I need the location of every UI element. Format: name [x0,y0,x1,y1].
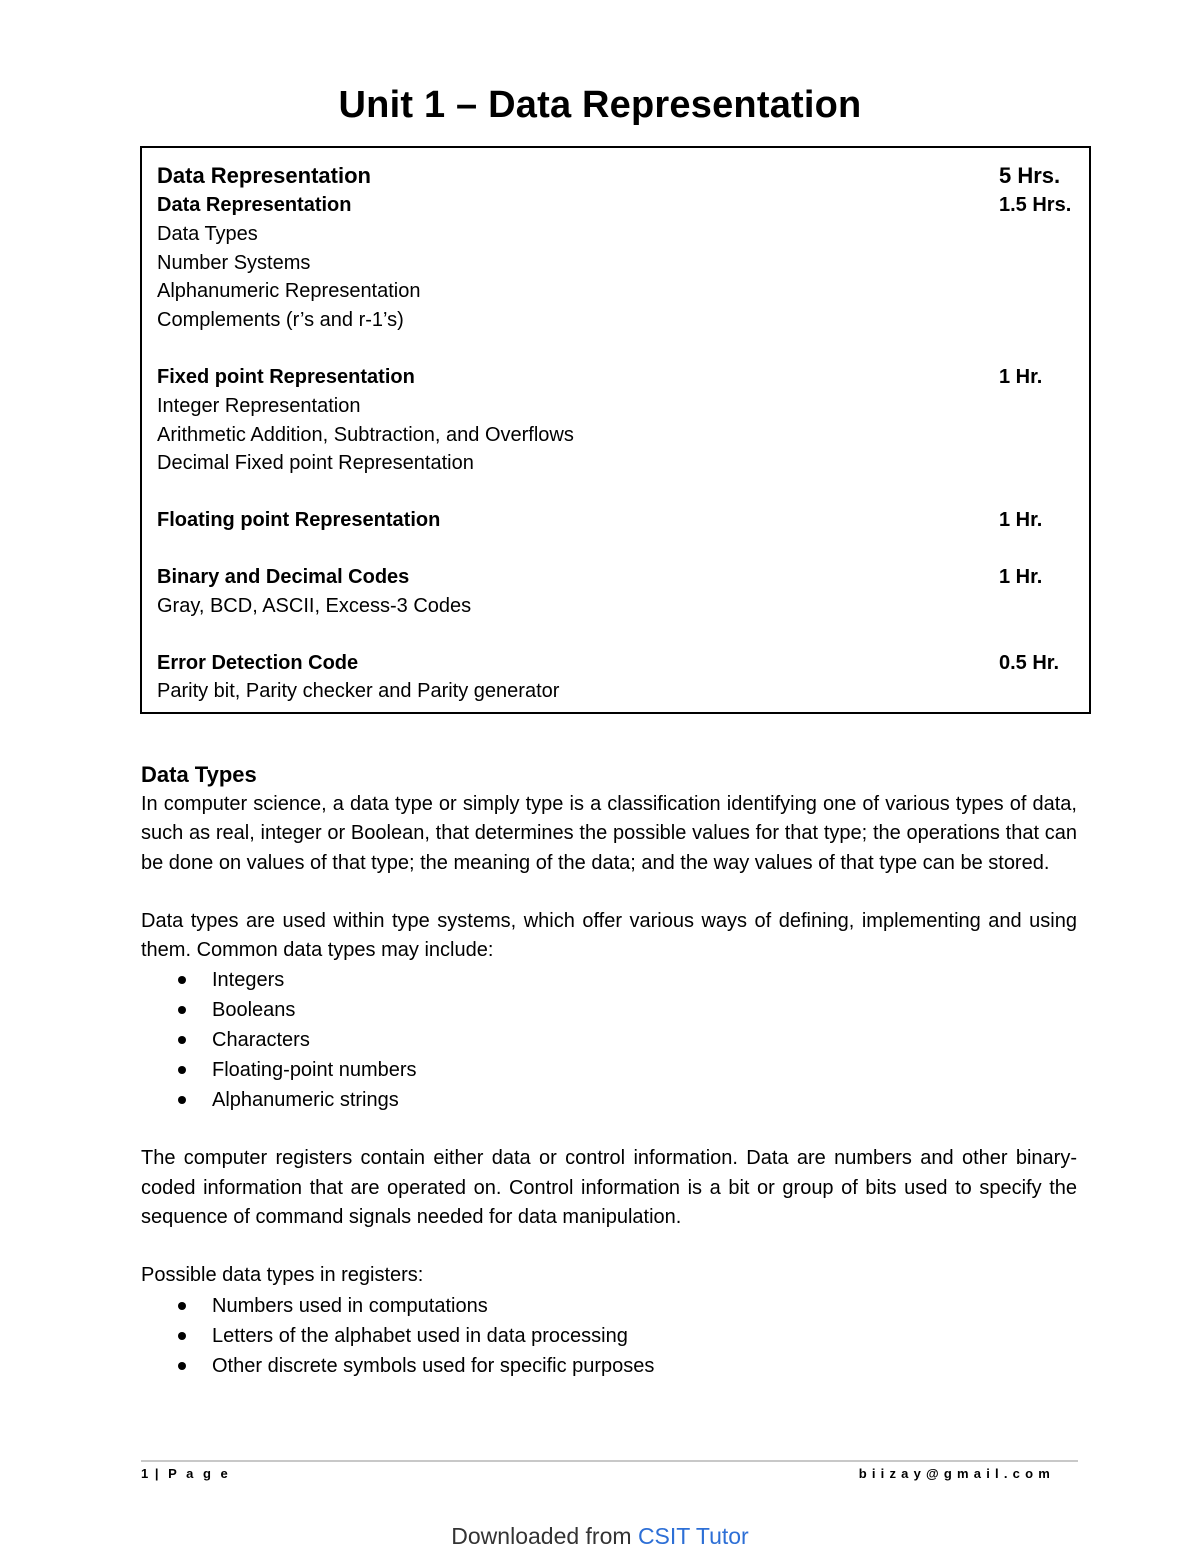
syllabus-hours: 1 Hr. [999,509,1043,532]
syllabus-hours: 1.5 Hrs. [999,194,1072,216]
list-item-label: Numbers used in computations [212,1294,488,1317]
content [141,760,1077,1381]
paragraph: Data types are used within type systems, which offer various ways of defining, implementing and using them. Common data types may include: [141,909,1077,962]
syllabus-hours [999,449,1074,478]
syllabus-topic: Decimal Fixed point Representation [157,452,474,475]
list-item [141,1291,1077,1321]
syllabus-topic: Parity bit, Parity checker and Parity generator [157,680,560,703]
syllabus-row [157,220,1074,249]
list-item-label: Other discrete symbols used for specific purposes [212,1354,655,1377]
syllabus-topic: Gray, BCD, ASCII, Excess-3 Codes [157,594,472,617]
syllabus-row [157,506,1074,535]
syllabus-row [157,277,1074,306]
syllabus-topic: Floating point Representation [157,509,441,532]
syllabus-topic: Integer Representation [157,394,361,417]
list-item [141,1321,1077,1351]
syllabus-hours: 5 Hrs. [999,163,1061,188]
footer-email: biizay@gmail.com [858,1466,1055,1481]
paragraph: In computer science, a data type or simply type is a classification identifying one of various types of data, such as real, integer or Boolean, that determines the possible values for that type; the operations that can be done on values of that type; the meaning of the data; and the way values of that type can be stored. [141,793,1077,874]
syllabus-hours: 1 Hr. [999,565,1043,588]
list-item-label: Alphanumeric strings [212,1089,399,1112]
paragraph: The computer registers contain either data or control information. Data are numbers and other binary-coded information that are operated on. Control information is a bit or group of bits used to specify the sequence of command signals needed for data manipulation. [141,1147,1077,1229]
list-item [141,1055,1077,1085]
syllabus-row [157,249,1074,278]
syllabus-hours [999,677,1074,706]
bullet-list [141,1291,1077,1381]
bullet-icon [178,1362,186,1370]
list-item [141,1351,1077,1381]
page-label: | P a g e [154,1466,231,1481]
syllabus-topic: Complements (r’s and r-1’s) [157,309,404,332]
syllabus-hours: 1 Hr. [999,365,1043,388]
syllabus-row [157,563,1074,592]
syllabus-topic: Data Types [157,222,258,245]
list-item [141,1025,1077,1055]
syllabus-hours [999,421,1074,450]
syllabus-row [157,392,1074,421]
syllabus-topic: Number Systems [157,251,311,274]
syllabus-topic: Error Detection Code [157,651,359,674]
bullet-icon [178,1332,186,1340]
page-number-value: 1 [141,1466,149,1481]
syllabus-hours: 0.5 Hr. [999,651,1060,674]
page-title: Unit 1 – Data Representation [338,84,862,126]
bullet-icon [178,1096,186,1104]
syllabus-topic: Alphanumeric Representation [157,280,421,303]
syllabus-row [157,191,1074,220]
syllabus-row [157,649,1074,678]
syllabus-row [157,592,1074,621]
list-item [141,965,1077,995]
bullet-icon [178,1302,186,1310]
list-item-label: Booleans [212,999,296,1022]
syllabus-hours [999,220,1074,249]
bullet-icon [178,1066,186,1074]
syllabus-hours [999,249,1074,278]
syllabus-row [157,677,1074,706]
syllabus-topic: Data Representation [157,163,371,188]
section-heading: Data Types [141,762,257,787]
syllabus-row [157,161,1074,191]
syllabus-row [157,306,1074,335]
list-item-label: Floating-point numbers [212,1059,417,1082]
syllabus-hours [999,592,1074,621]
download-note [0,1523,1200,1550]
download-prefix: Downloaded from [451,1523,638,1549]
page-number [141,1466,231,1481]
list-item [141,1085,1077,1115]
syllabus-topic: Fixed point Representation [157,365,415,388]
paragraph: Possible data types in registers: [141,1264,424,1287]
bullet-list [141,965,1077,1115]
syllabus-hours [999,306,1074,335]
bullet-icon [178,1006,186,1014]
syllabus-row [157,363,1074,392]
list-item-label: Letters of the alphabet used in data processing [212,1324,628,1347]
brand-link[interactable]: CSIT Tutor [637,1523,749,1549]
syllabus-row [157,421,1074,450]
syllabus-hours [999,392,1074,421]
syllabus-topic: Arithmetic Addition, Subtraction, and Overflows [157,423,574,446]
list-item-label: Integers [212,969,285,992]
list-item-label: Characters [212,1029,310,1052]
bullet-icon [178,1036,186,1044]
syllabus-box [140,146,1091,714]
syllabus-topic: Data Representation [157,194,352,216]
list-item [141,995,1077,1025]
syllabus-topic: Binary and Decimal Codes [157,565,410,588]
syllabus-row [157,449,1074,478]
syllabus-hours [999,277,1074,306]
bullet-icon [178,976,186,984]
footer-divider [141,1460,1078,1462]
